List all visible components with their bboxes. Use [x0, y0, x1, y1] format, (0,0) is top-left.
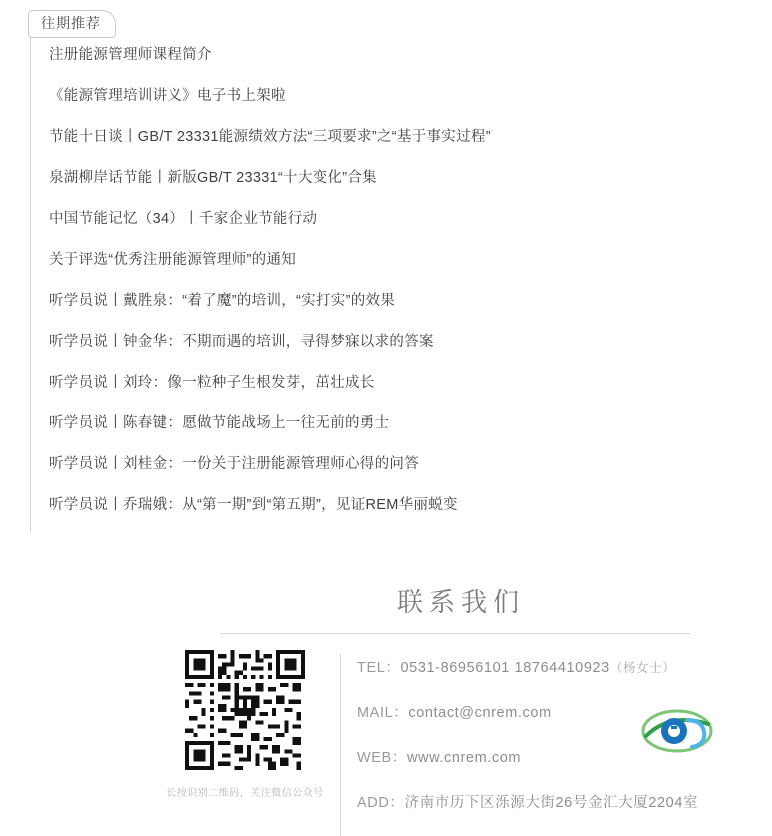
contact-info-block: [357, 650, 772, 836]
list-item[interactable]: 注册能源管理师课程简介: [49, 47, 212, 63]
list-item[interactable]: 听学员说丨刘玲：像一粒种子生根发芽，茁壮成长: [49, 374, 375, 391]
contact-value-web[interactable]: www.cnrem.com: [406, 750, 522, 767]
company-logo-icon: [640, 706, 714, 756]
qr-caption: 长按识别二维码，关注微信公众号: [166, 788, 324, 800]
list-item[interactable]: 中国节能记忆（34）丨千家企业节能行动: [49, 210, 318, 227]
past-recommendations-header: 往期推荐: [28, 10, 116, 38]
contact-label-tel: TEL：: [357, 660, 401, 677]
list-item[interactable]: 听学员说丨戴胜泉：“着了魔”的培训，“实打实”的效果: [49, 292, 396, 309]
contact-note-tel: （杨女士）: [609, 661, 676, 676]
contact-section: [0, 582, 772, 836]
contact-label-web: WEB：: [357, 750, 407, 767]
past-recommendations-list: [31, 48, 772, 514]
contact-label-add: ADD：: [357, 795, 405, 812]
list-item[interactable]: 听学员说丨钟金华：不期而遇的培训，寻得梦寐以求的答案: [49, 333, 434, 350]
list-item[interactable]: 《能源管理培训讲义》电子书上架啦: [49, 87, 286, 104]
contact-value-add: 济南市历下区泺源大街26号金汇大厦2204室: [404, 795, 699, 812]
contact-title: 联系我们: [396, 587, 525, 618]
contact-vertical-divider: [340, 654, 341, 836]
qr-block: [150, 650, 340, 799]
contact-body: [0, 634, 772, 836]
qr-code-icon: [185, 650, 305, 770]
contact-value-tel: 0531-86956101 18764410923: [400, 660, 610, 677]
list-item[interactable]: 关于评选“优秀注册能源管理师”的通知: [49, 251, 297, 268]
list-item[interactable]: 听学员说丨刘桂金：一份关于注册能源管理师心得的问答: [49, 456, 419, 473]
list-item[interactable]: 听学员说丨陈春键：愿做节能战场上一往无前的勇士: [49, 415, 390, 432]
list-item[interactable]: 听学员说丨乔瑞娥：从“第一期”到“第五期”，见证REM华丽蜕变: [49, 497, 458, 514]
list-item[interactable]: 泉湖柳岸话节能丨新版GB/T 23331“十大变化”合集: [49, 169, 377, 186]
list-item[interactable]: 节能十日谈丨GB/T 23331能源绩效方法“三项要求”之“基于事实过程”: [49, 128, 491, 145]
contact-row-tel: [357, 656, 772, 677]
contact-label-mail: MAIL：: [357, 705, 409, 722]
past-recommendations-body: [30, 18, 772, 532]
contact-row-add: [357, 791, 772, 812]
contact-value-mail[interactable]: contact@cnrem.com: [408, 705, 552, 722]
